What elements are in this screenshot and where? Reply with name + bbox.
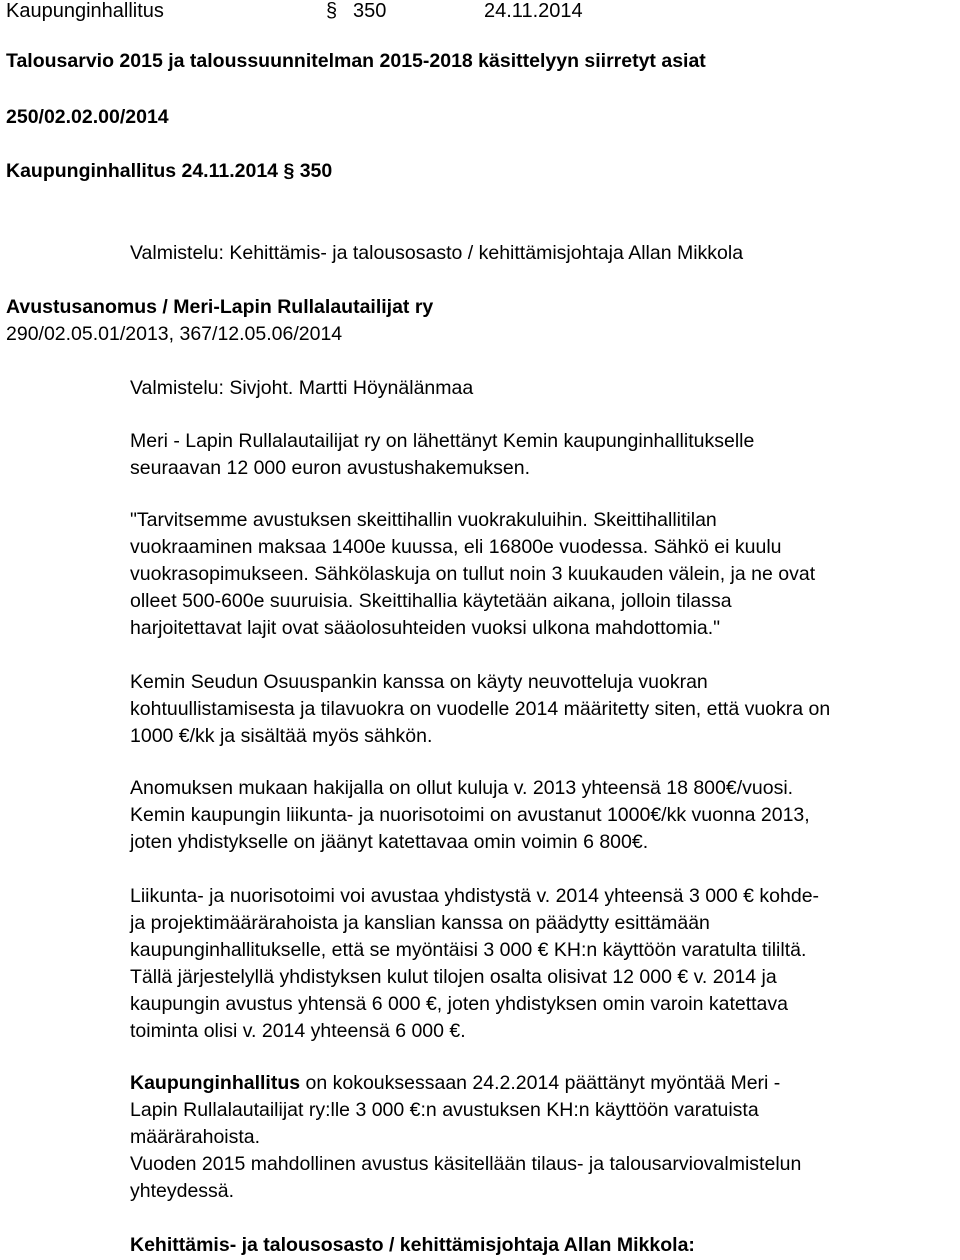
- document-title: Talousarvio 2015 ja taloussuunnitelman 2015-2018 käsittelyyn siirretyt asiat: [6, 50, 706, 72]
- text-line: "Tarvitsemme avustuksen skeittihallin vuokrakuluihin. Skeittihallitilan: [130, 509, 717, 531]
- paragraph-application: [130, 428, 960, 482]
- text-line: Tällä järjestelyllä yhdistyksen kulut tilojen osalta olisivat 12 000 € v. 2014 ja: [130, 966, 777, 988]
- paragraph-quote: [130, 507, 960, 642]
- text-line: ja projektimäärärahoista ja kanslian kanssa on päädytty esittämään: [130, 912, 710, 934]
- paragraph-funding: [130, 883, 960, 1045]
- decision-text: on kokouksessaan 24.2.2014 päättänyt myöntää Meri -: [300, 1072, 781, 1094]
- paragraph-costs: [130, 775, 960, 856]
- text-line: Meri - Lapin Rullalautailijat ry on lähettänyt Kemin kaupunginhallitukselle: [130, 430, 755, 452]
- text-line: Vuoden 2015 mahdollinen avustus käsitellään tilaus- ja talousarviovalmistelun: [130, 1153, 802, 1175]
- text-line: kohtuullistamisesta ja tilavuokra on vuodelle 2014 määritetty siten, että vuokra on: [130, 698, 831, 720]
- meeting-section-number: 350: [294, 160, 333, 182]
- proposal-heading: Kehittämis- ja talousosasto / kehittämisjohtaja Allan Mikkola:: [130, 1234, 695, 1256]
- header-date: 24.11.2014: [484, 0, 583, 22]
- text-line: Kemin kaupungin liikunta- ja nuorisotoimi on avustanut 1000€/kk vuonna 2013,: [130, 804, 810, 826]
- text-line: vuokraaminen maksaa 1400e kuussa, eli 16800e vuodessa. Sähkö ei kuulu: [130, 536, 782, 558]
- text-line: seuraavan 12 000 euron avustushakemuksen.: [130, 457, 531, 479]
- text-line: olleet 500-600e suuruisia. Skeittihallia käytetään aikana, jolloin tilassa: [130, 590, 732, 612]
- text-line: kaupunginhallitukselle, että se myöntäisi 3 000 € KH:n käyttöön varatulta tililtä.: [130, 939, 807, 961]
- text-line: Anomuksen mukaan hakijalla on ollut kuluja v. 2013 yhteensä 18 800€/vuosi.: [130, 777, 794, 799]
- paragraph-decision: [130, 1070, 960, 1205]
- text-line: joten yhdistykselle on jäänyt katettavaa omin voimin 6 800€.: [130, 831, 649, 853]
- text-line: [130, 1070, 960, 1097]
- text-line: Lapin Rullalautailijat ry:lle 3 000 €:n avustuksen KH:n käyttöön varatuista: [130, 1099, 759, 1121]
- text-line: Liikunta- ja nuorisotoimi voi avustaa yhdistystä v. 2014 yhteensä 3 000 € kohde-: [130, 885, 820, 907]
- preparer-line: Valmistelu: Kehittämis- ja talousosasto / kehittämisjohtaja Allan Mikkola: [130, 242, 744, 264]
- meeting-line: [6, 158, 332, 185]
- text-line: Kemin Seudun Osuuspankin kanssa on käyty neuvotteluja vuokran: [130, 671, 708, 693]
- text-line: 1000 €/kk ja sisältää myös sähkön.: [130, 725, 433, 747]
- section-sign-icon: §: [326, 0, 338, 22]
- meeting-section-sign: §: [283, 160, 295, 182]
- meeting-body-date: Kaupunginhallitus 24.11.2014: [6, 160, 284, 182]
- text-line: yhteydessä.: [130, 1180, 235, 1202]
- text-line: kaupungin avustus yhtensä 6 000 €, joten yhdistyksen omin varoin katettava: [130, 993, 788, 1015]
- header-section-number: 350: [353, 0, 387, 22]
- subject-heading: Avustusanomus / Meri-Lapin Rullalautailijat ry: [6, 296, 434, 318]
- diary-number: 250/02.02.00/2014: [6, 106, 169, 128]
- decision-body-label: Kaupunginhallitus: [130, 1072, 301, 1094]
- page-header: [6, 0, 906, 25]
- sub-preparer-line: Valmistelu: Sivjoht. Martti Höynälänmaa: [130, 377, 474, 399]
- subject-references: 290/02.05.01/2013, 367/12.05.06/2014: [6, 323, 343, 345]
- text-line: toiminta olisi v. 2014 yhteensä 6 000 €.: [130, 1020, 466, 1042]
- header-body-name: Kaupunginhallitus: [6, 0, 164, 22]
- text-line: määrärahoista.: [130, 1126, 261, 1148]
- text-line: vuokrasopimukseen. Sähkölaskuja on tullut noin 3 kuukauden välein, ja ne ovat: [130, 563, 816, 585]
- paragraph-negotiations: [130, 669, 960, 750]
- text-line: harjoitettavat lajit ovat sääolosuhteiden vuoksi ulkona mahdottomia.": [130, 617, 721, 639]
